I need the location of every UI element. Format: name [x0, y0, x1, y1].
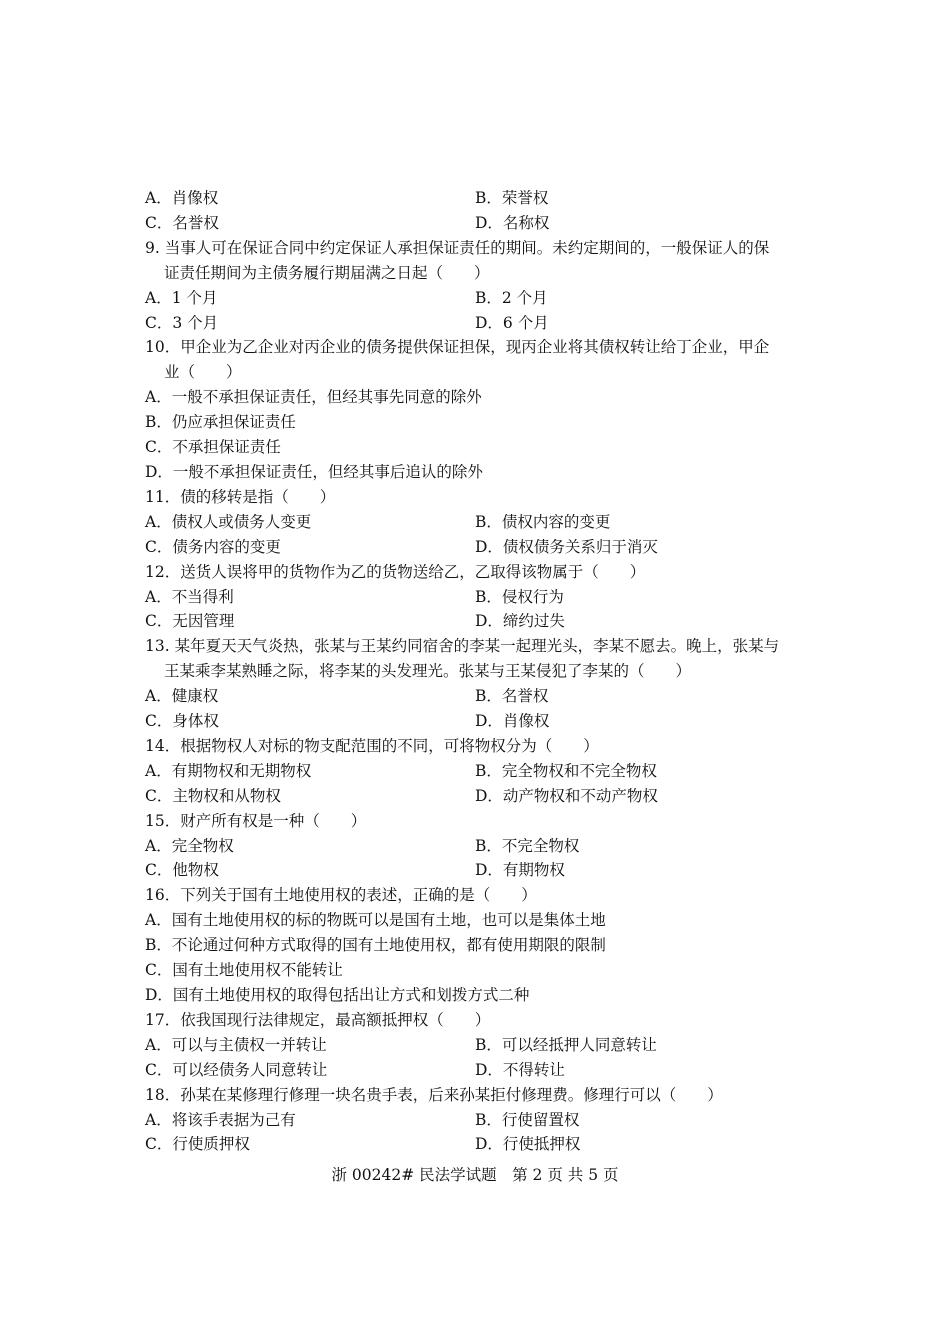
- option-a: A．一般不承担保证责任，但经其事先同意的除外: [145, 388, 482, 407]
- option-row: [145, 585, 810, 610]
- option-b: B．不完全物权: [475, 836, 580, 855]
- option-a: A．国有土地使用权的标的物既可以是国有土地，也可以是集体土地: [145, 911, 606, 930]
- question-13-stem-continued: 王某乘李某熟睡之际，将李某的头发理光。张某与王某侵犯了李某的（ ）: [164, 662, 692, 681]
- question-13-stem: 13. 某年夏天天气炎热，张某与王某约同宿舍的李某一起理光头，李某不愿去。晚上，张某与: [145, 637, 780, 656]
- option-d: D．名称权: [475, 213, 550, 232]
- option-d: D．国有土地使用权的取得包括出让方式和划拨方式二种: [145, 986, 530, 1004]
- option-row: [145, 1108, 810, 1133]
- option-row: [145, 1132, 810, 1157]
- option-d: D．缔约过失: [475, 612, 565, 631]
- option-row: [145, 1058, 810, 1083]
- question-9-stem-continued: 证责任期间为主债务履行期届满之日起（ ）: [164, 263, 490, 282]
- page-footer: 浙 00242# 民法学试题 第 2 页 共 5 页: [331, 1166, 619, 1184]
- option-b: B．完全物权和不完全物权: [475, 761, 657, 780]
- option-b: B．行使留置权: [475, 1110, 580, 1129]
- option-row: [145, 858, 810, 883]
- option-a: A．肖像权: [145, 189, 219, 207]
- option-b: B．侵权行为: [475, 587, 564, 606]
- question-14-stem: 14．根据物权人对标的物支配范围的不同，可将物权分为（ ）: [145, 736, 599, 755]
- option-c: C．不承担保证责任: [145, 438, 281, 457]
- option-c: C．行使质押权: [145, 1135, 250, 1154]
- option-d: D．6 个月: [475, 313, 549, 332]
- option-d: D．有期物权: [475, 861, 565, 880]
- option-row: [145, 535, 810, 560]
- option-c: C．债务内容的变更: [145, 537, 281, 556]
- option-row: [145, 311, 810, 336]
- option-c: C．他物权: [145, 861, 219, 880]
- option-row: [145, 684, 810, 709]
- question-9-stem: 9. 当事人可在保证合同中约定保证人承担保证责任的期间。未约定期间的，一般保证人的保: [145, 238, 770, 257]
- question-15-stem: 15．财产所有权是一种（ ）: [145, 811, 367, 830]
- option-a: A．将该手表据为己有: [145, 1110, 296, 1129]
- option-a: A．可以与主债权一并转让: [145, 1035, 327, 1054]
- option-d: D．肖像权: [475, 712, 550, 731]
- option-row: [145, 609, 810, 634]
- option-b: B．仍应承担保证责任: [145, 413, 296, 432]
- option-c: C．无因管理: [145, 612, 235, 631]
- option-row: [145, 510, 810, 535]
- question-10-stem: 10．甲企业为乙企业对丙企业的债务提供保证担保，现丙企业将其债权转让给丁企业，甲企: [145, 338, 770, 357]
- option-b: B．名誉权: [475, 687, 549, 706]
- option-a: A．完全物权: [145, 836, 234, 855]
- option-row: [145, 286, 810, 311]
- option-d: D．行使抵押权: [475, 1135, 581, 1154]
- option-b: B．可以经抵押人同意转让: [475, 1035, 657, 1054]
- option-a: A．不当得利: [145, 587, 234, 606]
- option-row: [145, 1033, 810, 1058]
- option-row: [145, 834, 810, 859]
- question-11-stem: 11．债的移转是指（ ）: [145, 487, 336, 506]
- option-d: D．债权债务关系归于消灭: [475, 537, 658, 556]
- option-row: [145, 759, 810, 784]
- option-c: C．3 个月: [145, 313, 219, 332]
- question-17-stem: 17．依我国现行法律规定，最高额抵押权（ ）: [145, 1010, 491, 1029]
- question-12-stem: 12．送货人误将甲的货物作为乙的货物送给乙，乙取得该物属于（ ）: [145, 562, 646, 581]
- option-c: C．名誉权: [145, 213, 219, 232]
- option-a: A．1 个月: [145, 288, 218, 307]
- option-a: A．债权人或债务人变更: [145, 512, 312, 531]
- option-row: [145, 784, 810, 809]
- option-row: [145, 709, 810, 734]
- option-a: A．健康权: [145, 687, 219, 706]
- option-c: C．国有土地使用权不能转让: [145, 961, 343, 980]
- option-d: D．动产物权和不动产物权: [475, 786, 658, 805]
- option-b: B．不论通过何种方式取得的国有土地使用权，都有使用期限的限制: [145, 936, 606, 955]
- option-c: C．可以经债务人同意转让: [145, 1060, 328, 1079]
- option-row: [145, 211, 810, 236]
- question-10-stem-continued: 业（ ）: [164, 363, 242, 382]
- option-a: A．有期物权和无期物权: [145, 761, 312, 780]
- option-d: D．一般不承担保证责任，但经其事后追认的除外: [145, 462, 483, 481]
- option-b: B．荣誉权: [475, 189, 549, 207]
- exam-page-content: [145, 186, 810, 1157]
- option-row: [145, 186, 810, 211]
- option-c: C．主物权和从物权: [145, 786, 281, 805]
- option-d: D．不得转让: [475, 1060, 565, 1079]
- option-b: B．债权内容的变更: [475, 512, 611, 531]
- question-18-stem: 18．孙某在某修理行修理一块名贵手表，后来孙某拒付修理费。修理行可以（ ）: [145, 1085, 723, 1104]
- option-c: C．身体权: [145, 712, 219, 731]
- option-b: B．2 个月: [475, 288, 548, 307]
- question-16-stem: 16．下列关于国有土地使用权的表述，正确的是（ ）: [145, 886, 537, 905]
